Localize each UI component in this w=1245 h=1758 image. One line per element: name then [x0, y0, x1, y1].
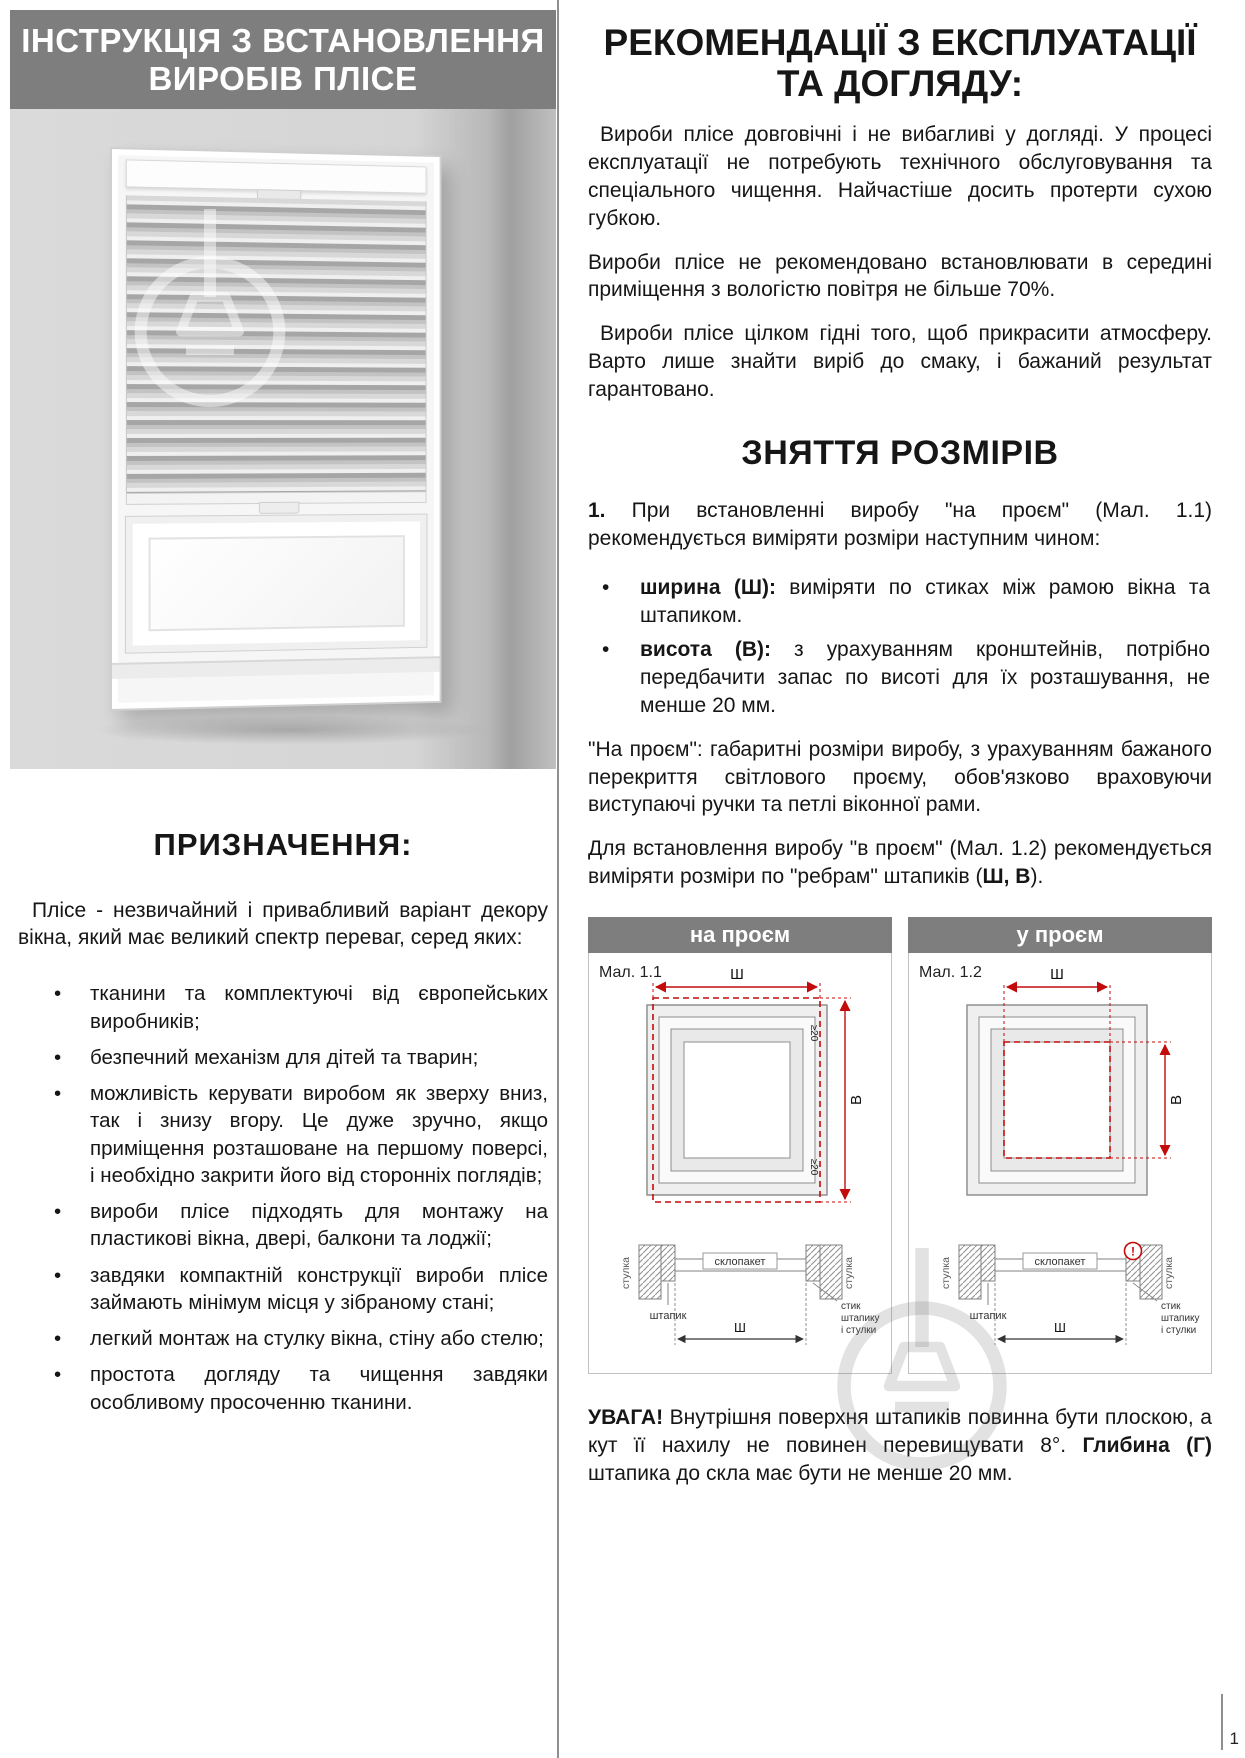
- height-definition: з урахуванням кронштейнів, потрібно передбачити запас по висоті для їх розташування, не менше 20 мм.: [640, 637, 1210, 717]
- warning-text-2: штапика до скла має бути не менше 20 мм.: [588, 1462, 1013, 1486]
- v-proem-text: Для встановлення виробу "в проєм" (Мал. 1.2) рекомендується виміряти розміри по "ребрам" штапиків (: [588, 837, 1212, 889]
- diagram-na-proem: [588, 917, 892, 1374]
- window-shadow: [90, 715, 490, 745]
- step-number: 1.: [588, 499, 606, 523]
- list-item: • вироби плісе підходять для монтажу на пластикові вікна, двері, балкони та лоджії;: [10, 1198, 556, 1253]
- pleated-blind: [126, 195, 427, 493]
- diagram-header: на проєм: [588, 917, 892, 953]
- step-text: При встановленні виробу "на проєм" (Мал. 1.1) рекомендується виміряти розміри наступним чином:: [588, 499, 1212, 551]
- list-item: • простота догляду та чищення завдяки особливому просоченню тканини.: [10, 1361, 556, 1416]
- installation-header: [10, 10, 556, 109]
- page-number-value: 1: [1229, 1729, 1239, 1748]
- list-item: • безпечний механізм для дітей та тварин;: [10, 1044, 556, 1071]
- gap-top-label: ≥20: [808, 1024, 819, 1042]
- gap-bottom-label: ≥20: [808, 1158, 819, 1176]
- care-title: [588, 22, 1212, 105]
- width-dimension-label: Ш: [1050, 966, 1064, 984]
- bead-label: штапик: [649, 1310, 687, 1323]
- purpose-list: [10, 980, 556, 1416]
- warning-paragraph: [588, 1404, 1212, 1488]
- care-title-line-2: ТА ДОГЛЯДУ:: [776, 63, 1024, 105]
- bottom-width-label: Ш: [734, 1320, 746, 1336]
- height-dimension-label: В: [848, 1095, 865, 1106]
- width-dimension-label: Ш: [730, 966, 744, 984]
- window-sill: [112, 656, 440, 679]
- blind-headrail: [126, 159, 427, 193]
- height-dimension-label: В: [1168, 1095, 1185, 1106]
- warning-text-1: Внутрішня поверхня штапиків повинна бути плоскою, а кут її нахилу не повинен перевищувати 8°.: [588, 1406, 1212, 1458]
- product-photo: [10, 109, 556, 769]
- page-number: [1221, 1694, 1239, 1750]
- list-item: [588, 574, 1212, 630]
- v-proem-paragraph: [588, 835, 1212, 891]
- measuring-step-1: [588, 497, 1212, 553]
- sash-left-label: стулка: [940, 1257, 952, 1290]
- diagram-header: у проєм: [908, 917, 1212, 953]
- header-line-2: ВИРОБІВ ПЛІСЕ: [148, 60, 418, 98]
- care-paragraph-2: Вироби плісе не рекомендовано встановлювати в середині приміщення з вологістю повітря не більше 70%.: [588, 250, 1212, 302]
- window-render: [110, 147, 442, 711]
- list-item: • можливість керувати виробом як зверху вниз, так і знизу вгору. Це дуже зручно, якщо приміщення розташоване на першому поверсі, і необхідно закрити його від сторонніх поглядів;: [10, 1080, 556, 1189]
- joint-label-line2: штапику: [1161, 1313, 1200, 1325]
- na-proem-paragraph: "На проєм": габаритні розміри виробу, з урахуванням бажаного перекриття світлового проєму, обов'язково враховуючи виступаючі ручки та петлі віконної рами.: [588, 737, 1212, 817]
- measuring-title: ЗНЯТТЯ РОЗМІРІВ: [741, 434, 1059, 473]
- list-item: • завдяки компактній конструкції вироби плісе займають мінімум місця у зібраному стані;: [10, 1262, 556, 1317]
- width-definition: виміряти по стиках між рамою вікна та штапиком.: [640, 576, 1210, 627]
- window-glass-inner: [149, 535, 405, 631]
- measuring-diagrams: [588, 917, 1212, 1374]
- bottom-width-label: Ш: [1054, 1320, 1066, 1336]
- window-glass: [126, 514, 427, 652]
- sash-right-label: стулка: [843, 1257, 855, 1290]
- joint-label-line3: і стулки: [841, 1325, 877, 1337]
- purpose-intro: Плісе - незвичайний і привабливий варіант декору вікна, який має великий спектр переваг, серед яких:: [18, 898, 548, 950]
- care-paragraph-3: Вироби плісе цілком гідні того, щоб прикрасити атмосферу. Варто лише знайти виріб до смаку, і бажаний результат гарантовано.: [588, 322, 1212, 402]
- page-number-rule: [1221, 1694, 1223, 1750]
- diagram-na-proem-drawing: [589, 953, 891, 1373]
- figure-caption: Мал. 1.1: [599, 964, 662, 982]
- list-item: • тканини та комплектуючі від європейських виробників;: [10, 980, 556, 1035]
- v-proem-dims: Ш, В: [982, 865, 1031, 889]
- diagram-u-proem: [908, 917, 1212, 1374]
- joint-label-line1: стик: [1161, 1301, 1181, 1313]
- measuring-list: [588, 574, 1212, 720]
- figure-caption: Мал. 1.2: [919, 964, 982, 982]
- list-item: • легкий монтаж на стулку вікна, стіну або стелю;: [10, 1325, 556, 1352]
- warning-lead: УВАГА!: [588, 1406, 664, 1430]
- glazing-label: склопакет: [714, 1256, 766, 1269]
- header-line-1: ІНСТРУКЦІЯ З ВСТАНОВЛЕННЯ: [21, 22, 545, 59]
- height-term: висота (В):: [640, 637, 771, 661]
- diagram-body: [588, 953, 892, 1374]
- bead-label: штапик: [969, 1310, 1007, 1323]
- diagram-u-proem-drawing: [909, 953, 1211, 1373]
- joint-label-line1: стик: [841, 1301, 861, 1313]
- sash-right-label: стулка: [1163, 1257, 1175, 1290]
- diagram-body: [908, 953, 1212, 1374]
- care-title-line-1: РЕКОМЕНДАЦІЇ З ЕКСПЛУАТАЦІЇ: [603, 22, 1197, 63]
- sash-left-label: стулка: [620, 1257, 632, 1290]
- warning-mark-label: !: [1131, 1244, 1135, 1259]
- joint-label-line2: штапику: [841, 1313, 880, 1325]
- right-column: [588, 22, 1212, 1509]
- purpose-title: ПРИЗНАЧЕННЯ:: [153, 826, 413, 862]
- warning-depth-term: Глибина (Г): [1082, 1434, 1212, 1458]
- left-column: [10, 10, 556, 1425]
- care-paragraph-1: Вироби плісе довговічні і не вибагливі у догляді. У процесі експлуатації не потребують технічного обслуговування та спеціального чищення. Найчастіше досить протерти сухою губкою.: [588, 122, 1212, 230]
- width-term: ширина (Ш):: [640, 576, 776, 600]
- v-proem-close: ).: [1030, 865, 1044, 889]
- joint-label-line3: і стулки: [1161, 1325, 1197, 1337]
- rail-handle: [259, 501, 299, 513]
- column-divider: [557, 0, 559, 1758]
- list-item: [588, 636, 1212, 720]
- blind-bottom-rail: [126, 491, 427, 505]
- wall-shading: [486, 109, 556, 769]
- glazing-label: склопакет: [1034, 1256, 1086, 1269]
